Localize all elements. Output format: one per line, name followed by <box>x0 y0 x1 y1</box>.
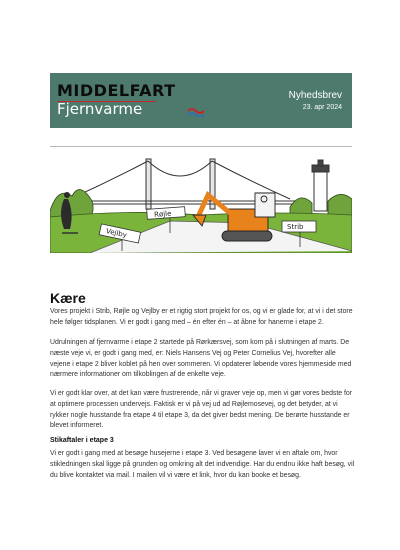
newsletter-label: Nyhedsbrev <box>288 90 342 101</box>
paragraph-rollout: Udrulningen af fjernvarme i etape 2 startede på Rørkærsvej, som kom på i slutningen af marts. De næste veje vi, er godt i gang med, er: Niels Hansens Vej og Peter Cornelius Vej, hvorefter alle vejene i etape 2 bliver koblet på hen over sommeren. Vi opdaterer løbende vores hjemmeside med nærmere informationer om tilkoblingen af de enkelte veje. <box>50 339 352 379</box>
construction-illustration <box>50 151 352 253</box>
subheading-stikaftaler: Stikaftaler i etape 3 <box>50 437 114 444</box>
newsletter-header <box>50 73 352 128</box>
logo-wordmark-bottom: Fjernvarme <box>57 100 143 118</box>
paragraph-stikaftaler: Vi er godt i gang med at besøge husejerne i etape 3. Ved besøgene laver vi en aftale om, hvor stikledningen skal ligge på grunden og omkring alt det indvendige. Har du endnu ikke haft besøg, vil du blive kontaktet via mail. I mailen vil vi være et link, hvor du kan booke et besøg. <box>50 450 355 479</box>
paragraph-roadworks: Vi er godt klar over, at det kan være frustrerende, når vi graver veje op, men vi gør vores bedste for at optimere processen undervejs. Faktisk er vi på vej ud ad Røjlemosevej, og det betyder, at vi rykker nogle husstande fra etape 4 til etape 3, da det giver bedst mening. De berørte husstande er blevet informeret. <box>50 390 353 430</box>
lighthouse-icon <box>312 160 329 211</box>
sign-strib-text: Strib <box>287 223 304 231</box>
header-divider <box>50 146 352 147</box>
sign-rojle-text: Røjle <box>153 209 172 219</box>
greeting-heading: Kære <box>50 290 86 306</box>
newsletter-date: 23. apr 2024 <box>302 104 342 111</box>
sign-vejlby-text: Vejlby <box>105 227 128 240</box>
paragraph-intro: Vores projekt i Strib, Røjle og Vejlby er et rigtig stort projekt for os, og vi er glade for, at vi i det store hele følger tidsplanen. Vi er godt i gang med – én efter én – at åbne for hanerne i etape 2. <box>50 308 353 326</box>
flame-wave-icon <box>187 107 205 117</box>
logo-wordmark-top: MIDDELFART <box>57 81 176 100</box>
